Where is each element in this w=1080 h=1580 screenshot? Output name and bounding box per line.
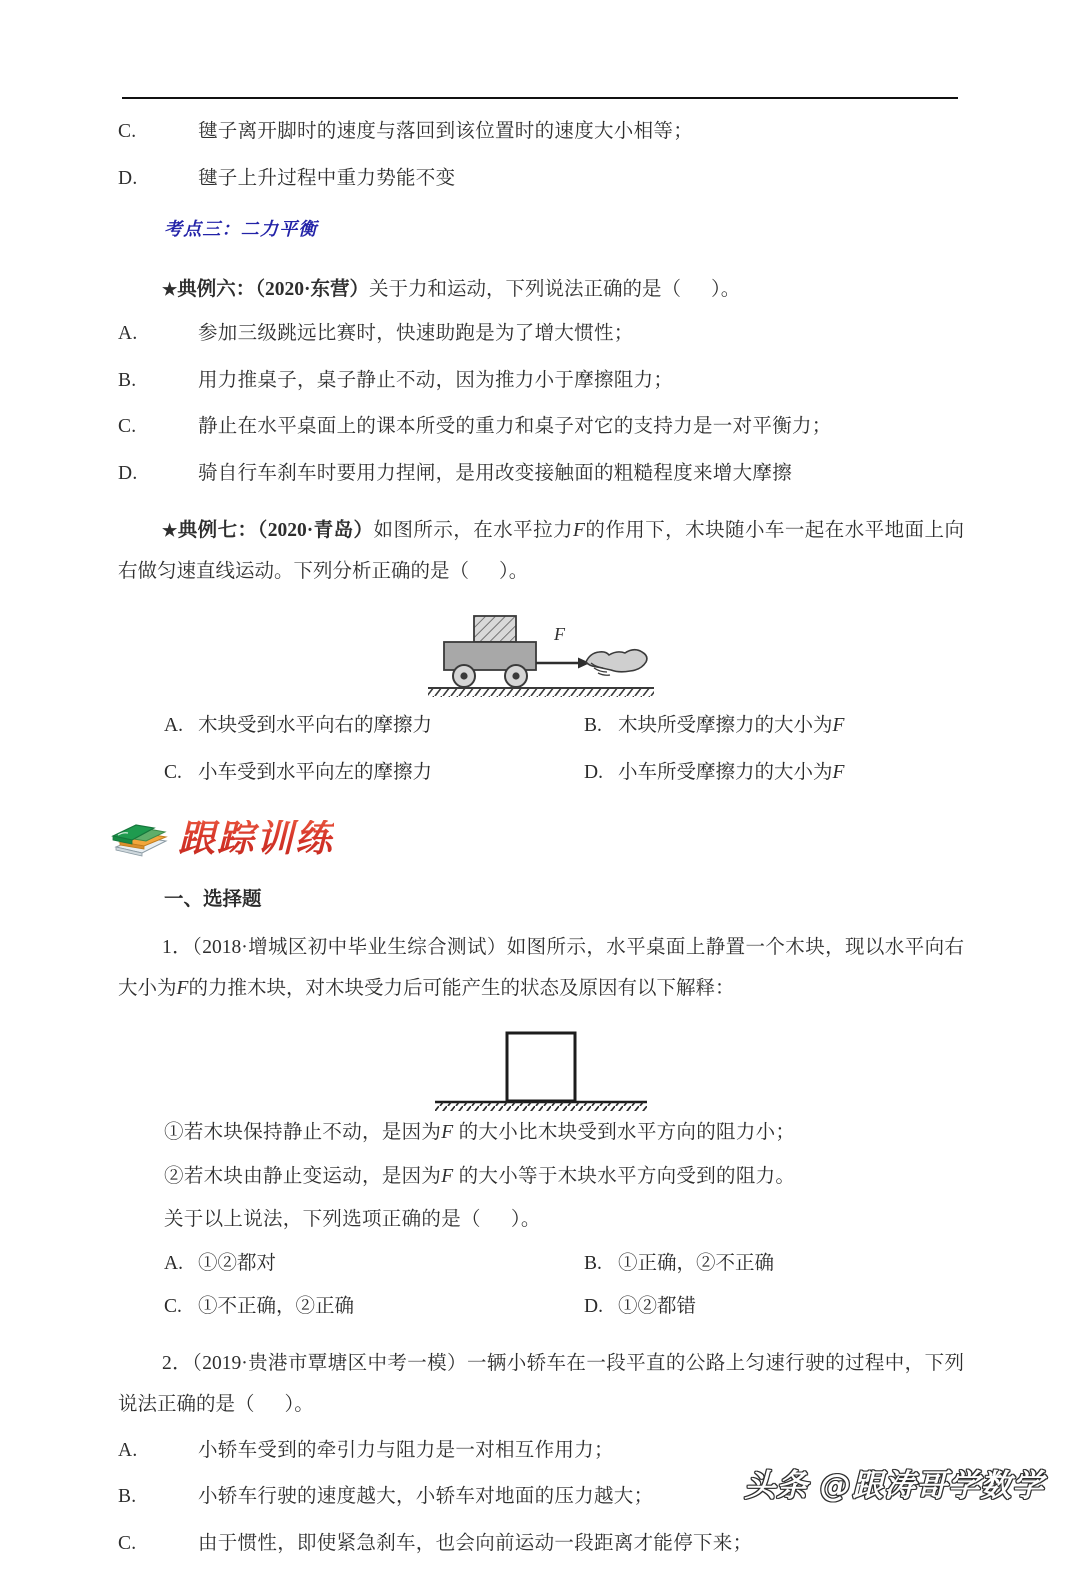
option-label: D.: [584, 1296, 603, 1317]
question-stem-part2: 的力推木块，对木块受力后可能产生的状态及原因有以下解释：: [188, 978, 735, 999]
option-item: [118, 1439, 964, 1461]
option-item: [164, 1297, 584, 1317]
option-item: [584, 1254, 774, 1274]
statement-part1: 若木块保持静止不动，是因为: [183, 1122, 442, 1143]
block-on-ground-diagram: [431, 1025, 651, 1113]
section-heading: 考点三：二力平衡: [164, 219, 318, 239]
option-item: [118, 167, 964, 189]
option-text: ①正确，②不正确: [618, 1252, 775, 1274]
statement-part2: 的大小比木块受到水平方向的阻力小；: [458, 1122, 796, 1143]
question-source: （2019·贵港市覃塘区中考一模）: [192, 1352, 467, 1374]
option-label: C.: [164, 1296, 182, 1317]
option-text: 小车受到水平向左的摩擦力: [198, 761, 433, 783]
option-item: [118, 1532, 964, 1554]
question-stem-part1: 如图所示，水平桌面上静置一个木块，现以水平向右大小为: [118, 937, 964, 999]
option-item: [118, 416, 964, 437]
option-label: A.: [164, 715, 183, 736]
option-text: 用力推桌子，桌子静止不动，因为推力小于摩擦阻力；: [198, 369, 674, 391]
star-icon: ★: [162, 521, 178, 540]
force-symbol: F: [441, 1165, 454, 1187]
example-stem-tail: ）。: [499, 561, 529, 582]
option-text: 小轿车行驶的速度越大，小轿车对地面的压力越大；: [198, 1486, 654, 1507]
option-label: B.: [118, 369, 137, 391]
question-ask-text: 关于以上说法，下列选项正确的是（: [164, 1209, 481, 1230]
option-text: 毽子离开脚时的速度与落回到该位置时的速度大小相等；: [198, 121, 694, 142]
option-text: 毽子上升过程中重力势能不变: [198, 167, 456, 189]
option-row: [164, 763, 964, 783]
option-row: [164, 716, 964, 736]
option-item: [118, 121, 964, 142]
option-item: [118, 323, 964, 344]
question-stem-text: 一辆小轿车在一段平直的公路上匀速行驶的过程中，下列说法正确的是（: [118, 1352, 964, 1415]
statement-item: [164, 1123, 964, 1143]
option-label: D.: [584, 761, 603, 783]
example-title: 典例七：: [177, 520, 258, 541]
page-content: [118, 122, 964, 1580]
force-label-F: F: [554, 624, 565, 644]
statement-part2: 的大小等于木块水平方向受到的阻力。: [458, 1165, 796, 1187]
statement-mark: ②: [164, 1165, 184, 1187]
option-text: 骑自行车刹车时要用力捏闸，是用改变接触面的粗糙程度来增大摩擦: [198, 462, 793, 484]
training-banner: [110, 809, 964, 859]
force-symbol: F: [573, 520, 585, 541]
cart-figure-container: [118, 606, 964, 698]
option-item: [164, 716, 584, 736]
practice-question-1-stem: [118, 927, 964, 1009]
example-source: （2020·东营）: [255, 279, 370, 300]
force-symbol: F: [832, 715, 845, 736]
statement-part1: 若木块由静止变运动，是因为: [183, 1165, 442, 1187]
option-item: [164, 763, 584, 783]
question-ask-tail: ）。: [510, 1209, 541, 1230]
option-label: A.: [118, 1439, 138, 1461]
example-six-stem: [118, 269, 964, 310]
option-label: C.: [118, 121, 137, 142]
header-rule: [122, 97, 958, 99]
option-text: 木块受到水平向右的摩擦力: [198, 715, 433, 736]
cart-pulled-by-hand-diagram: [426, 606, 656, 698]
option-row: [164, 1254, 964, 1274]
force-symbol: F: [832, 761, 845, 783]
training-banner-text: 跟踪训练: [178, 817, 334, 860]
statement-item: [164, 1167, 964, 1187]
example-stem-part1: 如图所示，在水平拉力: [373, 520, 573, 541]
example-stem-text: 关于力和运动，下列说法正确的是（: [369, 279, 682, 300]
question-number: 1．: [162, 937, 193, 958]
option-item: [584, 763, 844, 783]
option-label: B.: [584, 715, 602, 736]
star-icon: ★: [162, 280, 178, 299]
practice-section-label: 一、选择题: [164, 889, 262, 910]
option-text: 由于惯性，即使紧急刹车，也会向前运动一段距离才能停下来；: [198, 1532, 753, 1554]
example-stem-tail: ）。: [711, 279, 741, 300]
option-item: [164, 1254, 584, 1274]
force-symbol: F: [176, 978, 189, 999]
statement-mark: ①: [164, 1122, 184, 1143]
option-label: C.: [164, 761, 182, 783]
option-text: 小车所受摩擦力的大小为: [618, 761, 833, 783]
option-item: [584, 1297, 696, 1317]
option-label: B.: [118, 1486, 137, 1507]
option-label: A.: [164, 1252, 183, 1274]
option-label: C.: [118, 416, 137, 437]
block-figure-container: [118, 1025, 964, 1113]
question-source: （2018·增城区初中毕业生综合测试）: [192, 937, 507, 958]
question-stem-tail: ）。: [284, 1393, 314, 1415]
option-label: D.: [118, 167, 138, 189]
option-item: [584, 716, 844, 736]
option-text: 木块所受摩擦力的大小为: [618, 715, 833, 736]
books-icon: [110, 815, 172, 859]
watermark: 头条 @跟涛哥学数学: [744, 1468, 1044, 1504]
option-label: A.: [118, 323, 138, 344]
option-item: [118, 462, 964, 484]
question-number: 2．: [162, 1352, 193, 1374]
practice-question-2-stem: [118, 1343, 964, 1425]
option-text: ①②都对: [198, 1252, 277, 1274]
option-item: [118, 369, 964, 391]
option-row: [164, 1297, 964, 1317]
example-source: （2020·青岛）: [257, 520, 374, 541]
option-text: 静止在水平桌面上的课本所受的重力和桌子对它的支持力是一对平衡力；: [198, 416, 832, 437]
option-label: D.: [118, 462, 138, 484]
example-stem-part2: 的作用下，木块随小车一起在水平地面上向右做匀速直线运动。下列分析正确的是（: [118, 520, 964, 582]
option-text: ①②都错: [618, 1296, 697, 1317]
force-symbol: F: [441, 1122, 454, 1143]
example-title: 典例六：: [177, 279, 256, 300]
question-ask: [164, 1210, 964, 1230]
option-label: B.: [584, 1252, 602, 1274]
example-seven-stem: [118, 510, 964, 592]
option-text: 参加三级跳远比赛时，快速助跑是为了增大惯性；: [198, 323, 634, 344]
option-text: 小轿车受到的牵引力与阻力是一对相互作用力；: [198, 1439, 614, 1461]
option-text: ①不正确，②正确: [198, 1296, 355, 1317]
option-label: C.: [118, 1532, 137, 1554]
